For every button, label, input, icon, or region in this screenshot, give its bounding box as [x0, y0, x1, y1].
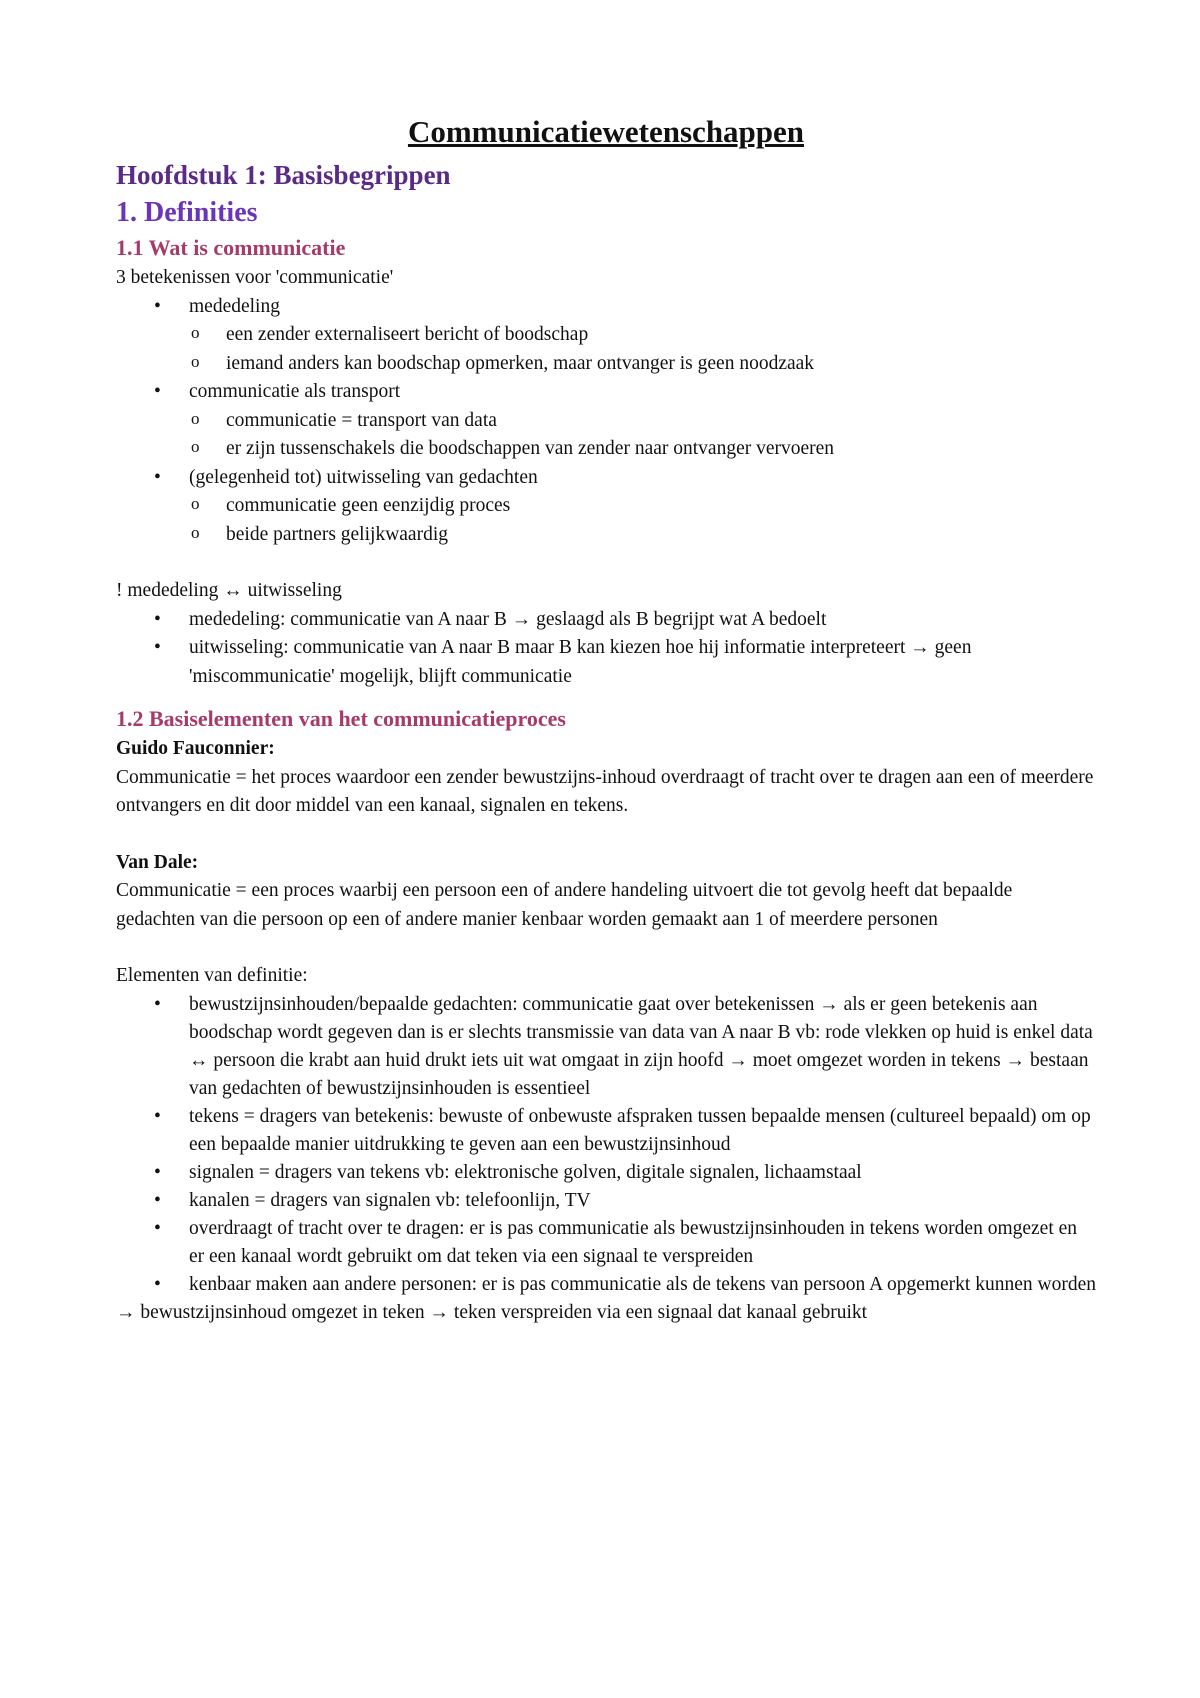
circle-bullet-icon: o	[191, 408, 200, 428]
subsection-heading-1-2: 1.2 Basiselementen van het communicatieproces	[116, 706, 566, 731]
bullet-icon: •	[154, 1217, 161, 1239]
list-item-text: uitwisseling: communicatie van A naar B maar B kan kiezen hoe hij informatie interpreteert → geen 'miscommunicatie' mogelijk, blijft communicatie	[189, 637, 972, 687]
list-item	[116, 1215, 1096, 1271]
spacer	[116, 691, 1096, 703]
bullet-icon: •	[154, 466, 161, 488]
list-item	[116, 1187, 1096, 1215]
circle-bullet-icon: o	[191, 437, 200, 456]
sub-list-item	[189, 521, 1096, 550]
note-list	[116, 606, 1096, 692]
list-item-text: kanalen = dragers van signalen vb: telefoonlijn, TV	[189, 1189, 591, 1211]
spacer	[116, 549, 1096, 577]
spacer	[116, 934, 1096, 962]
sub-list	[189, 407, 1096, 464]
bullet-icon: •	[154, 637, 161, 658]
list-item	[116, 293, 1096, 379]
elements-list	[116, 991, 1096, 1299]
sub-list	[189, 321, 1096, 378]
list-item	[116, 606, 1096, 635]
fauconnier-definition: Communicatie = het proces waardoor een zender bewustzijns-inhoud overdraagt of tracht over te dragen aan een of meerdere ontvangers en dit door middel van een kanaal, signalen en tekens.	[116, 766, 1094, 816]
bullet-icon: •	[154, 381, 161, 402]
list-item-text: overdraagt of tracht over te dragen: er is pas communicatie als bewustzijnsinhouden in tekens worden omgezet en er een kanaal wordt gebruikt om dat teken via een signaal te verspreiden	[189, 1217, 1078, 1267]
bullet-icon: •	[154, 993, 161, 1015]
spacer	[116, 821, 1096, 849]
fauconnier-label: Guido Fauconnier:	[116, 738, 275, 759]
sub-item-text: er zijn tussenschakels die boodschappen van zender naar ontvanger vervoeren	[226, 438, 835, 459]
sub-item-text: een zender externaliseert bericht of boodschap	[226, 324, 589, 345]
bullet-icon: •	[154, 608, 161, 630]
list-item	[116, 634, 1096, 691]
bullet-icon: •	[154, 1189, 161, 1211]
list-item	[116, 991, 1096, 1103]
list-item	[116, 464, 1096, 550]
bullet-icon: •	[154, 1105, 161, 1127]
bullet-icon: •	[154, 1273, 161, 1295]
circle-bullet-icon: o	[191, 494, 200, 513]
list-item-text: mededeling: communicatie van A naar B → geslaagd als B begrijpt wat A bedoelt	[189, 608, 827, 630]
sub-list-item	[189, 407, 1096, 436]
intro-text: 3 betekenissen voor 'communicatie'	[116, 267, 394, 288]
bullet-icon: •	[154, 1161, 161, 1183]
meanings-list	[116, 293, 1096, 550]
list-item	[116, 1103, 1096, 1159]
list-item	[116, 1159, 1096, 1187]
sub-item-text: iemand anders kan boodschap opmerken, maar ontvanger is geen noodzaak	[226, 352, 815, 374]
circle-bullet-icon: o	[191, 323, 200, 342]
sub-item-text: communicatie geen eenzijdig proces	[226, 495, 511, 516]
list-item	[116, 1271, 1096, 1299]
sub-list-item	[189, 492, 1096, 521]
circle-bullet-icon: o	[191, 522, 200, 542]
list-item	[116, 378, 1096, 464]
list-item-text: signalen = dragers van tekens vb: elektronische golven, digitale signalen, lichaamstaal	[189, 1161, 862, 1183]
document-page	[116, 112, 1096, 1327]
list-item-label: communicatie als transport	[189, 381, 401, 402]
vandale-definition: Communicatie = een proces waarbij een persoon een of andere handeling uitvoert die tot gevolg heeft dat bepaalde gedachten van die persoon op een of andere manier kenbaar worden gemaakt aan 1 of meerdere personen	[116, 880, 1013, 930]
summary-text: → bewustzijnsinhoud omgezet in teken → teken verspreiden via een signaal dat kanaal gebruikt	[116, 1301, 868, 1323]
circle-bullet-icon: o	[191, 351, 200, 371]
sub-item-text: communicatie = transport van data	[226, 409, 497, 431]
document-title: Communicatiewetenschappen	[407, 114, 805, 149]
chapter-heading: Hoofdstuk 1: Basisbegrippen	[116, 160, 451, 190]
section-heading: 1. Definities	[116, 197, 258, 228]
elements-intro: Elementen van definitie:	[116, 965, 308, 986]
list-item-label: (gelegenheid tot) uitwisseling van gedachten	[189, 466, 538, 488]
sub-list-item	[189, 350, 1096, 379]
note-text: ! mededeling ↔ uitwisseling	[116, 580, 342, 601]
list-item-text: bewustzijnsinhouden/bepaalde gedachten: communicatie gaat over betekenissen → als er geen betekenis aan boodschap wordt gegeven dan is er slechts transmissie van data van A naar B vb: rode vlekken op huid is enkel data ↔ persoon die krabt aan huid drukt iets uit wat omgaat in zijn hoofd → moet omgezet worden in tekens → bestaan van gedachten of bewustzijnsinhouden is essentieel	[189, 993, 1093, 1099]
vandale-label: Van Dale:	[116, 851, 199, 873]
sub-list	[189, 492, 1096, 549]
bullet-icon: •	[154, 295, 161, 317]
sub-item-text: beide partners gelijkwaardig	[226, 523, 448, 545]
sub-list-item	[189, 321, 1096, 350]
list-item-text: kenbaar maken aan andere personen: er is pas communicatie als de tekens van persoon A opgemerkt kunnen worden	[189, 1273, 1096, 1295]
sub-list-item	[189, 435, 1096, 464]
list-item-label: mededeling	[189, 295, 280, 317]
list-item-text: tekens = dragers van betekenis: bewuste of onbewuste afspraken tussen bepaalde mensen (cultureel bepaald) om op een bepaalde manier uitdrukking te geven aan een bewustzijnsinhoud	[189, 1105, 1091, 1155]
subsection-heading-1-1: 1.1 Wat is communicatie	[116, 235, 346, 260]
